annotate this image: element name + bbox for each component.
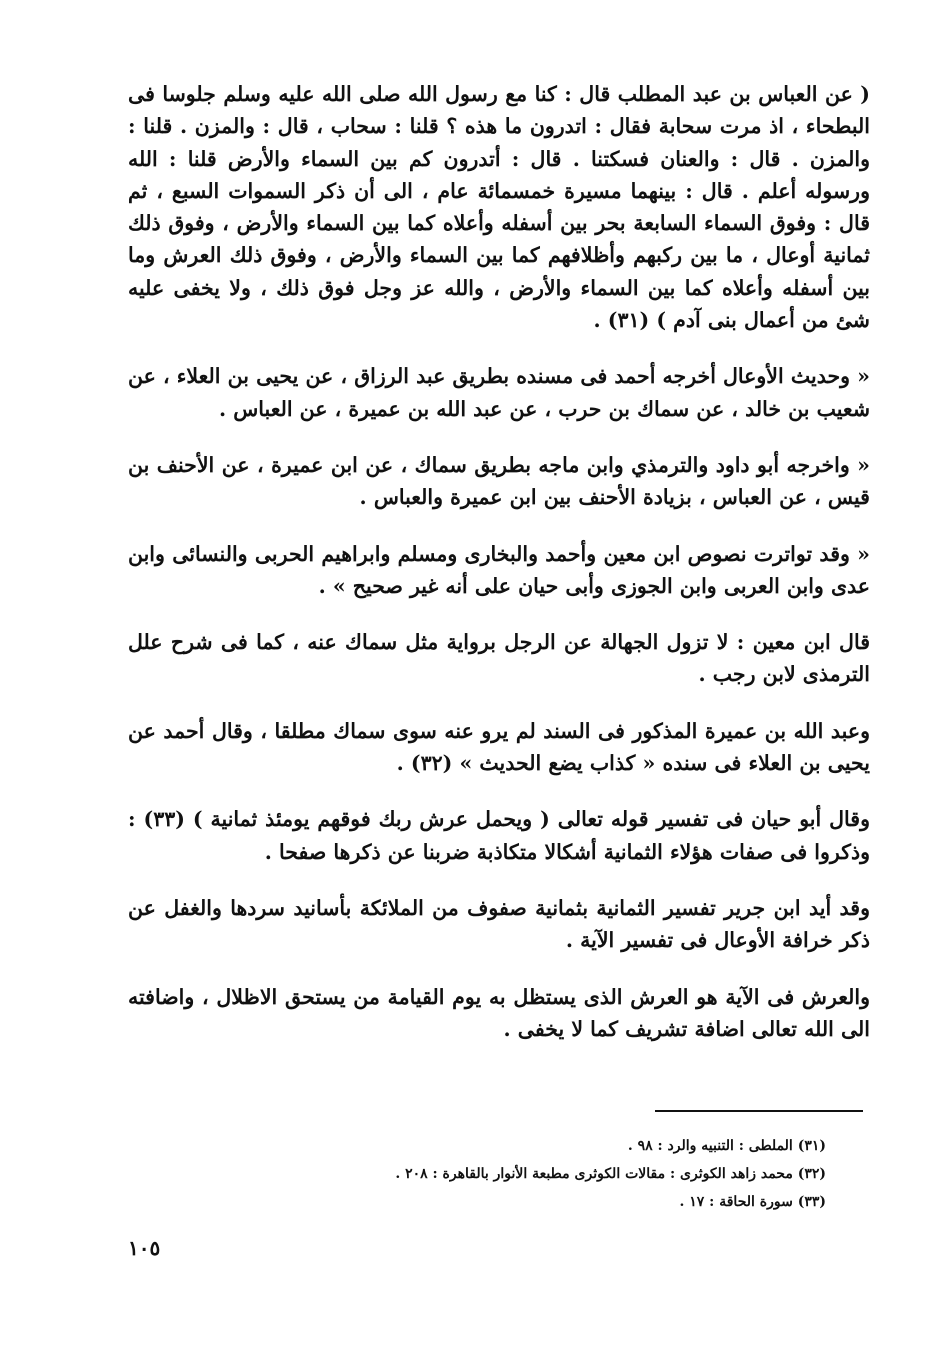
footnote-33: (٣٣) سورة الحاقة : ١٧ . — [679, 1194, 826, 1210]
footnote-31: (٣١) الملطى : التنبيه والرد : ٩٨ . — [627, 1138, 826, 1154]
paragraph-ibn-main: قال ابن معين : لا تزول الجهالة عن الرجل برواية مثل سماك عنه ، كما فى شرح علل الترمذى لابن رجب . — [128, 630, 870, 687]
paragraph-ibn-umayra: وعبد الله بن عميرة المذكور فى السند لم يرو عنه سوى سماك مطلقا ، وقال أحمد عن يحيى بن العلاء فى سنده « كذاب يضع الحديث » (٣٢) . — [128, 718, 870, 776]
paragraph-throne: والعرش فى الآية هو العرش الذى يستظل به يوم القيامة من يستحق الاظلال ، واضافته الى الله تعالى اضافة تشريف كما لا يخفى . — [128, 984, 870, 1041]
paragraph-abu-hayyan: وقال أبو حيان فى تفسير قوله تعالى ( ويحمل عرش ربك فوقهم يومئذ ثمانية ) (٣٣) : وذكروا فى صفات هؤلاء الثمانية أشكالا متكاذبة ضربنا عن ذكرها صفحا . — [128, 807, 870, 864]
footnote-divider — [655, 1110, 863, 1112]
paragraph-hadith: ( عن العباس بن عبد المطلب قال : كنا مع رسول الله صلى الله عليه وسلم جلوسا فى البطحاء ، اذ مرت سحابة فقال : اتدرون ما هذه ؟ قلنا : سحاب ، قال : والمزن . قلنا : والمزن . قال : والعنان فسكتنا . قال : أتدرون كم بين السماء والأرض قلنا : الله ورسوله أعلم . قال : بينهما مسيرة خمسمائة عام ، الى أن ذكر السموات السبع ، ثم قال : وفوق السماء السابعة بحر بين أسفله وأعلاه كما بين السماء والأرض ، وفوق ذلك ثمانية أوعال ، ما بين ركبهم وأظلافهم كما بين السماء والأرض ، وفوق ذلك العرش وما بين أسفله وأعلاه كما بين السماء والأرض ، والله عز وجل فوق ذلك ، ولا يخفى عليه شئ من أعمال بنى آدم ) (٣١) . — [128, 82, 870, 333]
main-text — [128, 78, 870, 1045]
page-number: ١٠٥ — [128, 1236, 161, 1260]
paragraph-abu-dawud-chain: « واخرجه أبو داود والترمذي وابن ماجه بطريق سماك ، عن ابن عميرة ، عن الأحنف بن قيس ، عن العباس ، بزيادة الأحنف بين ابن عميرة والعباس . — [128, 452, 870, 510]
paragraph-critics: « وقد تواترت نصوص ابن معين وأحمد والبخارى ومسلم وابراهيم الحربى والنسائى وابن عدى وابن العربى وابن الجوزى وأبى حيان على أنه غير صحيح » . — [128, 541, 870, 598]
paragraph-ibn-jarir: وقد أيد ابن جرير تفسير الثمانية بثمانية صفوف من الملائكة بأسانيد سردها والغفل عن ذكر خرافة الأوعال فى تفسير الآية . — [128, 895, 870, 953]
footnote-32: (٣٢) محمد زاهد الكوثرى : مقالات الكوثرى مطبعة الأنوار بالقاهرة : ٢٠٨ . — [395, 1166, 826, 1182]
paragraph-ahmad-chain: « وحديث الأوعال أخرجه أحمد فى مسنده بطريق عبد الرزاق ، عن يحيى بن العلاء ، عن شعيب بن خالد ، عن سماك بن حرب ، عن عبد الله بن عميرة ، عن العباس . — [128, 364, 870, 421]
footnotes — [260, 1132, 826, 1216]
